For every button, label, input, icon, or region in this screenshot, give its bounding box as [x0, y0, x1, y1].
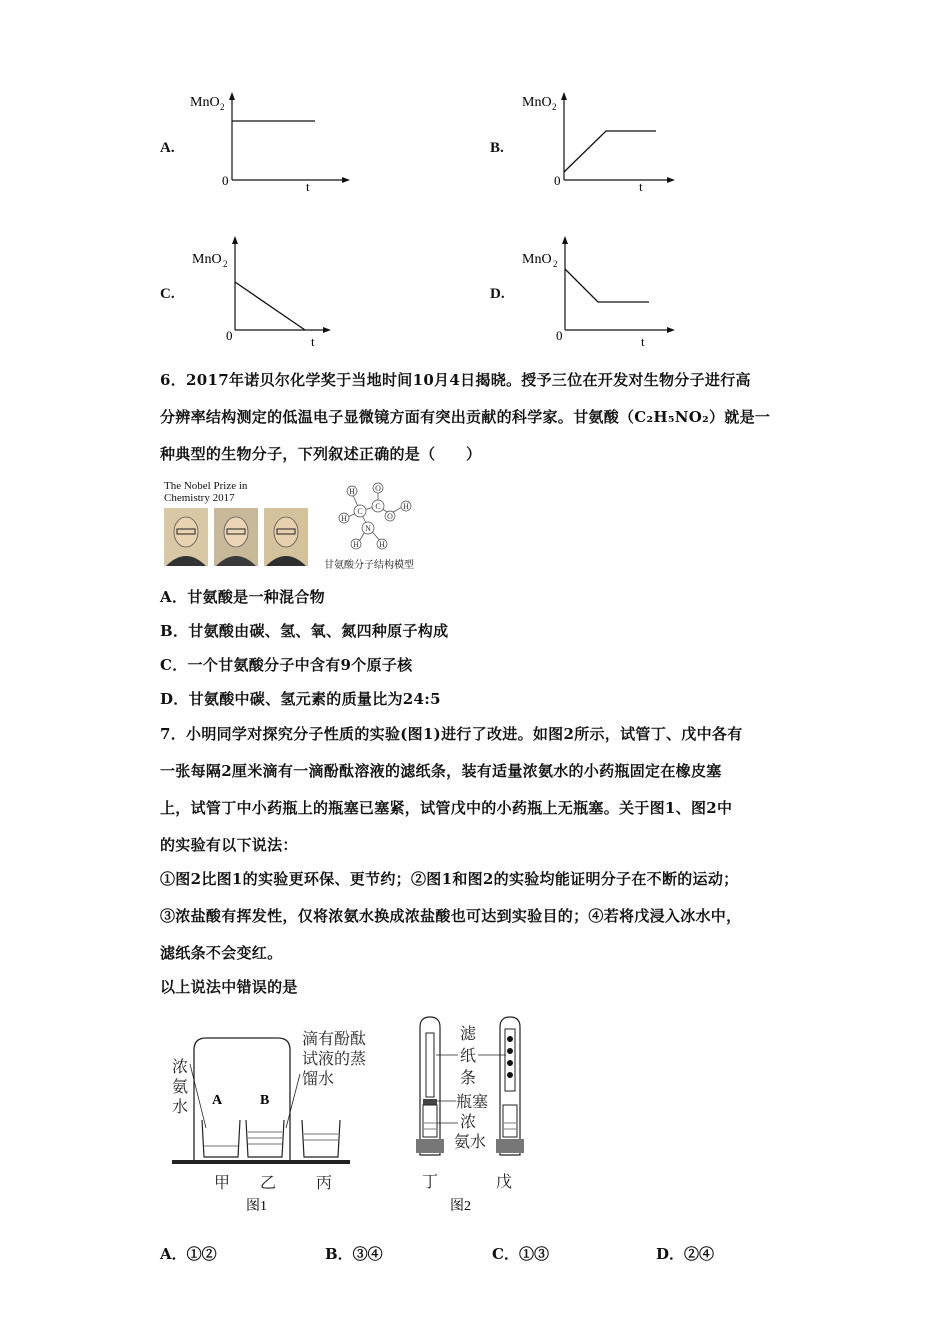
y-axis-sub: 2	[223, 259, 228, 269]
y-axis-sub: 2	[553, 259, 558, 269]
beaker-c	[302, 1120, 340, 1157]
svg-text:H: H	[353, 540, 359, 549]
q6-stem-line-1: 6．2017年诺贝尔化学奖于当地时间10月4日揭晓。授予三位在开发对生物分子进行高	[160, 371, 751, 389]
laureate-portrait-3	[264, 508, 308, 566]
svg-text:C: C	[375, 502, 381, 511]
bench	[172, 1160, 350, 1164]
q7-option-b: B．③④	[325, 1245, 383, 1263]
svg-text:试液的蒸: 试液的蒸	[302, 1051, 367, 1068]
nobel-photo-panel	[162, 478, 312, 570]
svg-text:C: C	[357, 507, 363, 516]
svg-text:氨: 氨	[172, 1079, 189, 1096]
origin-label: 0	[556, 328, 563, 343]
graph-b-chart	[510, 88, 690, 198]
figure-2-caption: 图2	[450, 1199, 471, 1214]
nobel-title-1: The Nobel Prize in	[164, 480, 248, 492]
data-line	[565, 269, 649, 302]
svg-text:丁: 丁	[422, 1174, 439, 1191]
svg-text:乙: 乙	[260, 1175, 277, 1192]
figure-2	[410, 1015, 540, 1220]
stopper-ding	[423, 1099, 437, 1105]
y-axis-label: MnO	[190, 95, 220, 110]
q7-stem-line-7: 滤纸条不会变红。	[160, 944, 283, 962]
q7-option-a: A．①②	[160, 1245, 217, 1263]
svg-text:浓: 浓	[460, 1114, 477, 1131]
origin-label: 0	[226, 328, 233, 343]
svg-text:丙: 丙	[316, 1175, 333, 1192]
svg-text:甲: 甲	[214, 1175, 231, 1192]
laureate-portrait-1	[164, 508, 208, 566]
x-axis-label: t	[641, 334, 645, 349]
glycine-structure-diagram	[320, 478, 430, 558]
q6-option-d: D．甘氨酸中碳、氢元素的质量比为24:5	[160, 690, 441, 708]
y-axis-label: MnO	[522, 95, 552, 110]
q7-stem-line-6: ③浓盐酸有挥发性，仅将浓氨水换成浓盐酸也可达到实验目的；④若将戊浸入冰水中，	[160, 907, 742, 925]
option-label: A.	[160, 140, 175, 156]
q7-stem-line-8: 以上说法中错误的是	[160, 978, 298, 996]
graph-option-a	[160, 88, 360, 198]
svg-text:H: H	[341, 514, 347, 523]
option-label: D.	[490, 286, 505, 302]
figure-2-drawing	[410, 1015, 540, 1220]
svg-text:纸: 纸	[460, 1048, 477, 1065]
graph-d-chart	[510, 234, 690, 349]
y-axis-arrow	[561, 92, 567, 100]
figure-1-drawing	[160, 1020, 400, 1220]
y-axis-sub: 2	[220, 102, 225, 112]
graph-option-b	[490, 88, 690, 198]
svg-text:瓶塞: 瓶塞	[456, 1094, 489, 1111]
graph-option-c	[160, 234, 360, 349]
x-axis-arrow	[667, 327, 675, 333]
x-axis-arrow	[667, 177, 675, 183]
svg-text:H: H	[379, 540, 385, 549]
svg-text:N: N	[365, 524, 371, 533]
rubber-plug-ding	[416, 1139, 444, 1153]
graph-option-d	[490, 234, 690, 349]
figure-1-caption: 图1	[246, 1199, 267, 1214]
option-label: B.	[490, 140, 504, 156]
beaker-a	[202, 1120, 240, 1157]
y-axis-arrow	[232, 236, 238, 244]
q7-stem-line-4: 的实验有以下说法：	[160, 836, 298, 854]
figure-1	[160, 1020, 400, 1220]
q7-option-d: D．②④	[656, 1245, 715, 1263]
q7-stem-line-3: 上，试管丁中小药瓶上的瓶塞已塞紧，试管戊中的小药瓶上无瓶塞。关于图1、图2中	[160, 799, 733, 817]
q7-stem-line-5: ①图2比图1的实验更环保、更节约；②图1和图2的实验均能证明分子在不断的运动；	[160, 870, 739, 888]
graph-a-chart	[180, 88, 360, 198]
model-caption: 甘氨酸分子结构模型	[324, 560, 414, 571]
y-axis-sub: 2	[552, 102, 557, 112]
q7-stem-line-2: 一张每隔2厘米滴有一滴酚酞溶液的滤纸条，装有适量浓氨水的小药瓶固定在橡皮塞	[160, 762, 722, 780]
svg-text:水: 水	[172, 1099, 189, 1116]
glycine-model	[320, 478, 430, 573]
x-axis-label: t	[311, 334, 315, 349]
rubber-plug-wu	[496, 1139, 524, 1153]
svg-text:滴有酚酞: 滴有酚酞	[302, 1031, 367, 1048]
data-line	[235, 282, 305, 330]
bell-jar	[194, 1038, 290, 1160]
q6-option-a: A．甘氨酸是一种混合物	[160, 588, 325, 606]
svg-text:馏水: 馏水	[302, 1071, 335, 1088]
nobel-title-2: Chemistry 2017	[164, 492, 235, 504]
svg-text:条: 条	[460, 1070, 477, 1087]
data-line	[564, 131, 656, 172]
beaker-b	[246, 1120, 284, 1157]
graph-c-chart	[180, 234, 360, 349]
x-axis-arrow	[342, 177, 350, 183]
filter-strip-ding	[426, 1033, 434, 1097]
svg-text:氨水: 氨水	[454, 1134, 487, 1151]
x-axis-label: t	[639, 179, 643, 194]
laureate-portrait-2	[214, 508, 258, 566]
laureate-portraits	[162, 506, 312, 568]
q6-option-c: C．一个甘氨酸分子中含有9个原子核	[160, 656, 413, 674]
y-axis-arrow	[562, 236, 568, 244]
svg-text:戊: 戊	[496, 1174, 513, 1191]
svg-text:滤: 滤	[460, 1026, 477, 1043]
origin-label: 0	[554, 173, 561, 188]
q6-stem-line-3: 种典型的生物分子，下列叙述正确的是（ ）	[160, 445, 482, 463]
beaker-b-label: B	[260, 1093, 270, 1108]
q6-stem-line-2: 分辨率结构测定的低温电子显微镜方面有突出贡献的科学家。甘氨酸（C₂H₅NO₂）就是一	[160, 408, 771, 426]
y-axis-label: MnO	[192, 252, 222, 267]
x-axis-label: t	[306, 179, 310, 194]
x-axis-arrow	[323, 327, 331, 333]
q6-option-b: B．甘氨酸由碳、氢、氧、氮四种原子构成	[160, 622, 449, 640]
q7-stem-line-1: 7．小明同学对探究分子性质的实验(图1)进行了改进。如图2所示，试管丁、戊中各有	[160, 725, 743, 743]
y-axis-label: MnO	[522, 252, 552, 267]
svg-text:O: O	[375, 484, 381, 493]
beaker-a-label: A	[212, 1093, 223, 1108]
svg-text:浓: 浓	[172, 1059, 189, 1076]
svg-text:H: H	[349, 487, 355, 496]
q7-option-c: C．①③	[492, 1245, 549, 1263]
svg-text:O: O	[387, 512, 393, 521]
option-label: C.	[160, 286, 175, 302]
svg-text:H: H	[403, 502, 409, 511]
y-axis-arrow	[229, 92, 235, 100]
origin-label: 0	[222, 173, 229, 188]
